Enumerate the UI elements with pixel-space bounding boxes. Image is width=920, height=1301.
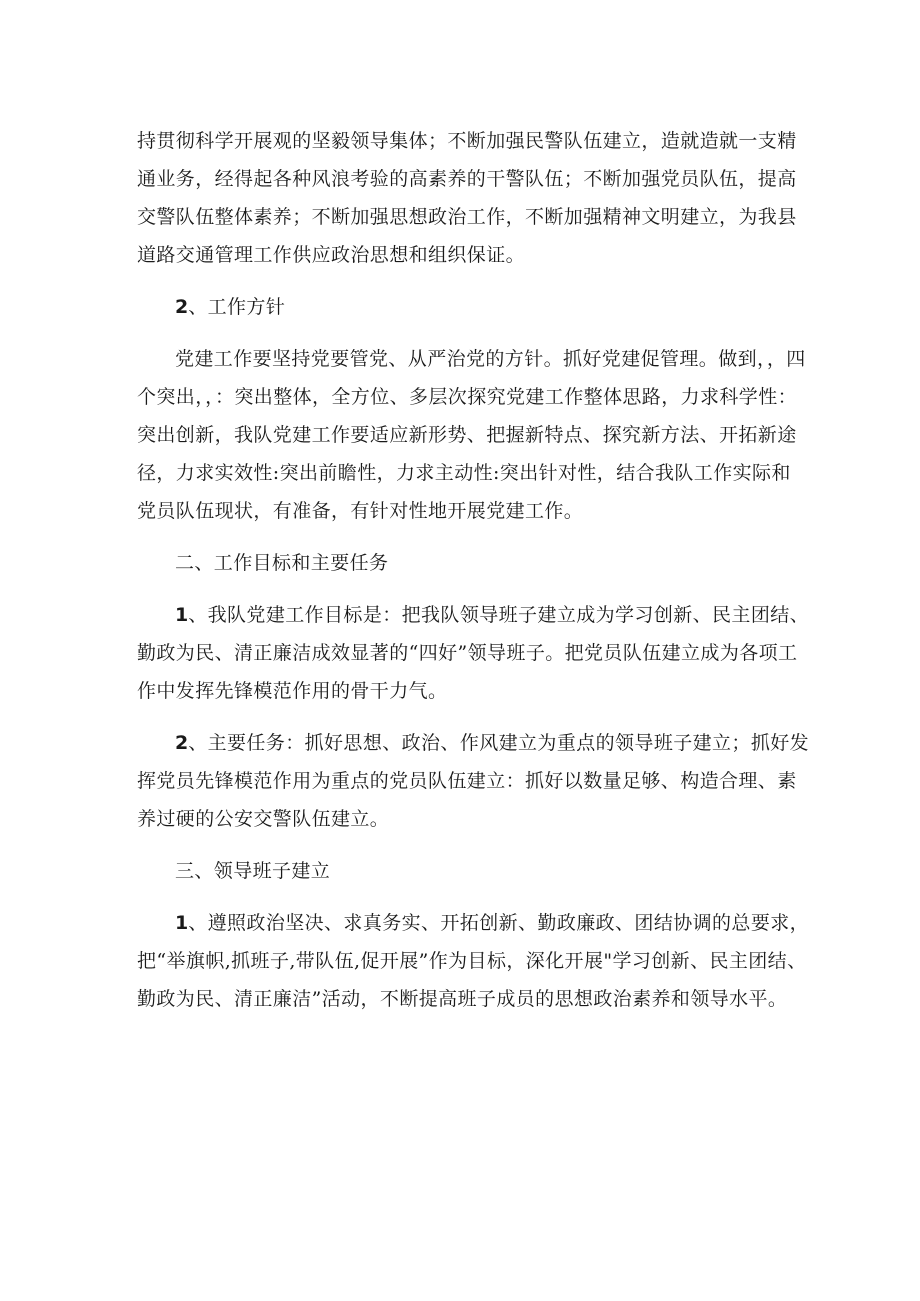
section-2-title: 二、工作目标和主要任务 — [175, 552, 389, 574]
task-item — [137, 724, 810, 838]
section-3-title: 三、领导班子建立 — [175, 860, 331, 882]
leadership-item-number: 1 — [175, 912, 189, 934]
leadership-item — [137, 904, 810, 1018]
goal-item-text: 、我队党建工作目标是：把我队领导班子建立成为学习创新、民主团结、勤政为民、清正廉洁成效显著的“四好”领导班子。把党员队伍建立成为各项工作中发挥先锋模范作用的骨干力气。 — [137, 604, 810, 702]
subheading-work-policy — [137, 288, 810, 326]
leadership-item-text: 、遵照政治坚决、求真务实、开拓创新、勤政廉政、团结协调的总要求，把“举旗帜,抓班子,带队伍,促开展”作为目标，深化开展"学习创新、民主团结、勤政为民、清正廉洁”活动，不断提高班子成员的思想政治素养和领导水平。 — [137, 912, 810, 1010]
guideline-paragraph: 党建工作要坚持党要管党、从严治党的方针。抓好党建促管理。做到，，四个突出，，：突出整体，全方位、多层次探究党建工作整体思路，力求科学性：突出创新，我队党建工作要适应新形势、把握新特点、探究新方法、开拓新途径，力求实效性:突出前瞻性，力求主动性:突出针对性，结合我队工作实际和党员队伍现状，有准备，有针对性地开展党建工作。 — [137, 348, 806, 522]
task-item-text: 、主要任务：抓好思想、政治、作风建立为重点的领导班子建立；抓好发挥党员先锋模范作用为重点的党员队伍建立：抓好以数量足够、构造合理、素养过硬的公安交警队伍建立。 — [137, 732, 810, 830]
goal-item-number: 1 — [175, 604, 189, 626]
intro-paragraph: 持贯彻科学开展观的坚毅领导集体；不断加强民警队伍建立，造就造就一支精通业务，经得起各种风浪考验的高素养的干警队伍；不断加强党员队伍，提高交警队伍整体素养；不断加强思想政治工作，不断加强精神文明建立，为我县道路交通管理工作供应政治思想和组织保证。 — [137, 130, 797, 266]
goal-item — [137, 596, 810, 710]
task-item-number: 2 — [175, 732, 189, 754]
subheading-text: 、工作方针 — [188, 296, 286, 318]
subheading-number: 2 — [175, 296, 189, 318]
